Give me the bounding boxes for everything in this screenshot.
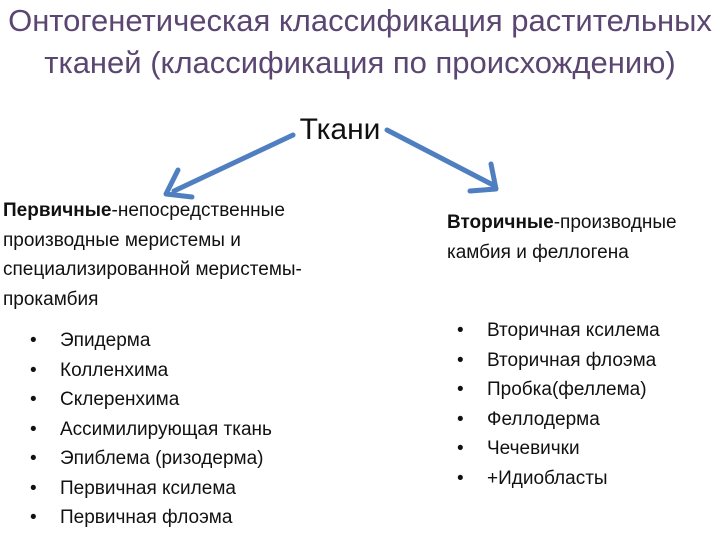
list-item: • Вторичная ксилема bbox=[455, 316, 720, 346]
list-item: • Чечевички bbox=[455, 434, 720, 464]
primary-tissues-heading: Первичные bbox=[3, 200, 112, 221]
list-item: • Склеренхима bbox=[28, 385, 388, 415]
list-item: • Первичная ксилема bbox=[28, 474, 388, 504]
list-item: • Феллодерма bbox=[455, 405, 720, 435]
arrow-to-secondary bbox=[387, 130, 495, 186]
list-item: • Эпиблема (ризодерма) bbox=[28, 444, 388, 474]
secondary-tissues-list bbox=[455, 316, 720, 493]
primary-tissues-text: -непосредственные производные меристемы и специализированной меристемы-прокамбия bbox=[3, 200, 302, 310]
list-item: • Первичная флоэма bbox=[28, 503, 388, 533]
root-node-label: Ткани bbox=[299, 113, 381, 146]
list-item: • Вторичная флоэма bbox=[455, 346, 720, 376]
primary-tissues-list bbox=[28, 326, 388, 533]
list-item: • Пробка(феллема) bbox=[455, 375, 720, 405]
primary-tissues-column bbox=[3, 196, 383, 528]
secondary-tissues-description bbox=[447, 208, 715, 267]
arrow-to-primary bbox=[174, 135, 293, 191]
list-item: • Эпидерма bbox=[28, 326, 388, 356]
secondary-tissues-heading: Вторичные bbox=[447, 212, 554, 233]
secondary-tissues-text: -производные камбия и феллогена bbox=[447, 212, 677, 263]
list-item: • Колленхима bbox=[28, 356, 388, 386]
secondary-tissues-column bbox=[447, 208, 715, 489]
slide-title: Онтогенетическая классификация растительных тканей (классификация по происхождению) bbox=[8, 3, 712, 80]
list-item: • +Идиобласты bbox=[455, 464, 720, 494]
list-item: • Ассимилирующая ткань bbox=[28, 415, 388, 445]
primary-tissues-description bbox=[3, 196, 383, 314]
